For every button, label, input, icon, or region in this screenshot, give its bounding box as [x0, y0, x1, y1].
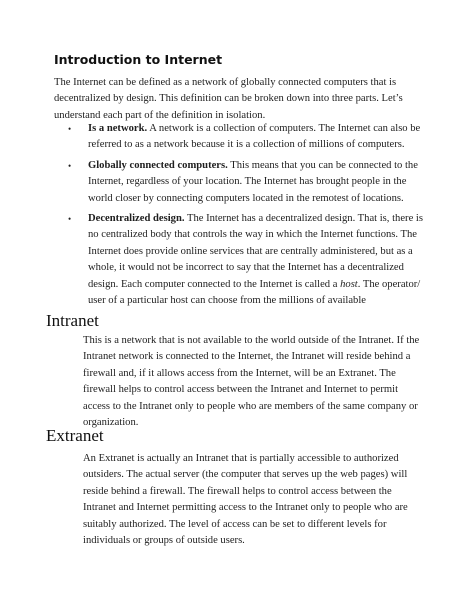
extranet-paragraph: An Extranet is actually an Intranet that is partially accessible to authorized outsiders. The actual server (the computer that serves up the web pages) will reside behind a firewall. The firewall helps to control access between the Intranet and Internet permitting access to the Intranet only to people who are suitably authorized. The level of access can be set to different levels for individuals or groups of outside users.: [83, 453, 408, 547]
bullet-icon: •: [68, 214, 72, 225]
bullet-term: Is a network.: [88, 123, 148, 134]
bullet-icon: •: [68, 160, 72, 171]
bullet-text: A network is a collection of computers. The Internet can also be referred to as a network because it is a collection of millions of computers.: [88, 123, 421, 151]
bullet-italic-term: host: [340, 278, 358, 290]
section-heading-internet: Introduction to Internet: [54, 52, 223, 67]
bullet-text: This means that you can be connected to the Internet, regardless of your location. The Internet has brought people in the world closer by connecting computers located in the remotest of locations.: [88, 159, 418, 204]
intro-paragraph: The Internet can be defined as a network of globally connected computers that is decentralized by design. This definition can be broken down into three parts. Let’s understand each part of the definition in isolation.: [54, 77, 403, 121]
bullet-term: Decentralized design.: [88, 213, 185, 225]
bullet-text: The Internet has a decentralized design. That is, there is no centralized body that controls the way in which the Internet functions. The Internet does provide online services that are centrally administered, but as a whole, it would not be incorrect to say that the Internet has a decentralized design. Each computer connected to the Internet is called a: [88, 213, 423, 290]
list-item: [54, 121, 426, 154]
bullet-text-cont: . The operator/ user of a particular host can choose from the millions of available: [88, 278, 421, 307]
section-heading-extranet: Extranet: [46, 426, 104, 445]
list-item: [54, 211, 426, 309]
bullet-list: [54, 121, 426, 313]
intranet-paragraph: This is a network that is not available to the world outside of the Intranet. If the Intranet network is connected to the Internet, the Intranet will reside behind a firewall and, if it allows access from the Internet, will be an Extranet. The firewall helps to control access between the Intranet and Internet to permit access to the Intranet only to people who are members of the same company or organization.: [83, 335, 420, 429]
section-heading-intranet: Intranet: [46, 311, 99, 330]
bullet-icon: •: [68, 124, 72, 134]
bullet-term: Globally connected computers.: [88, 159, 228, 171]
list-item: [54, 158, 426, 207]
